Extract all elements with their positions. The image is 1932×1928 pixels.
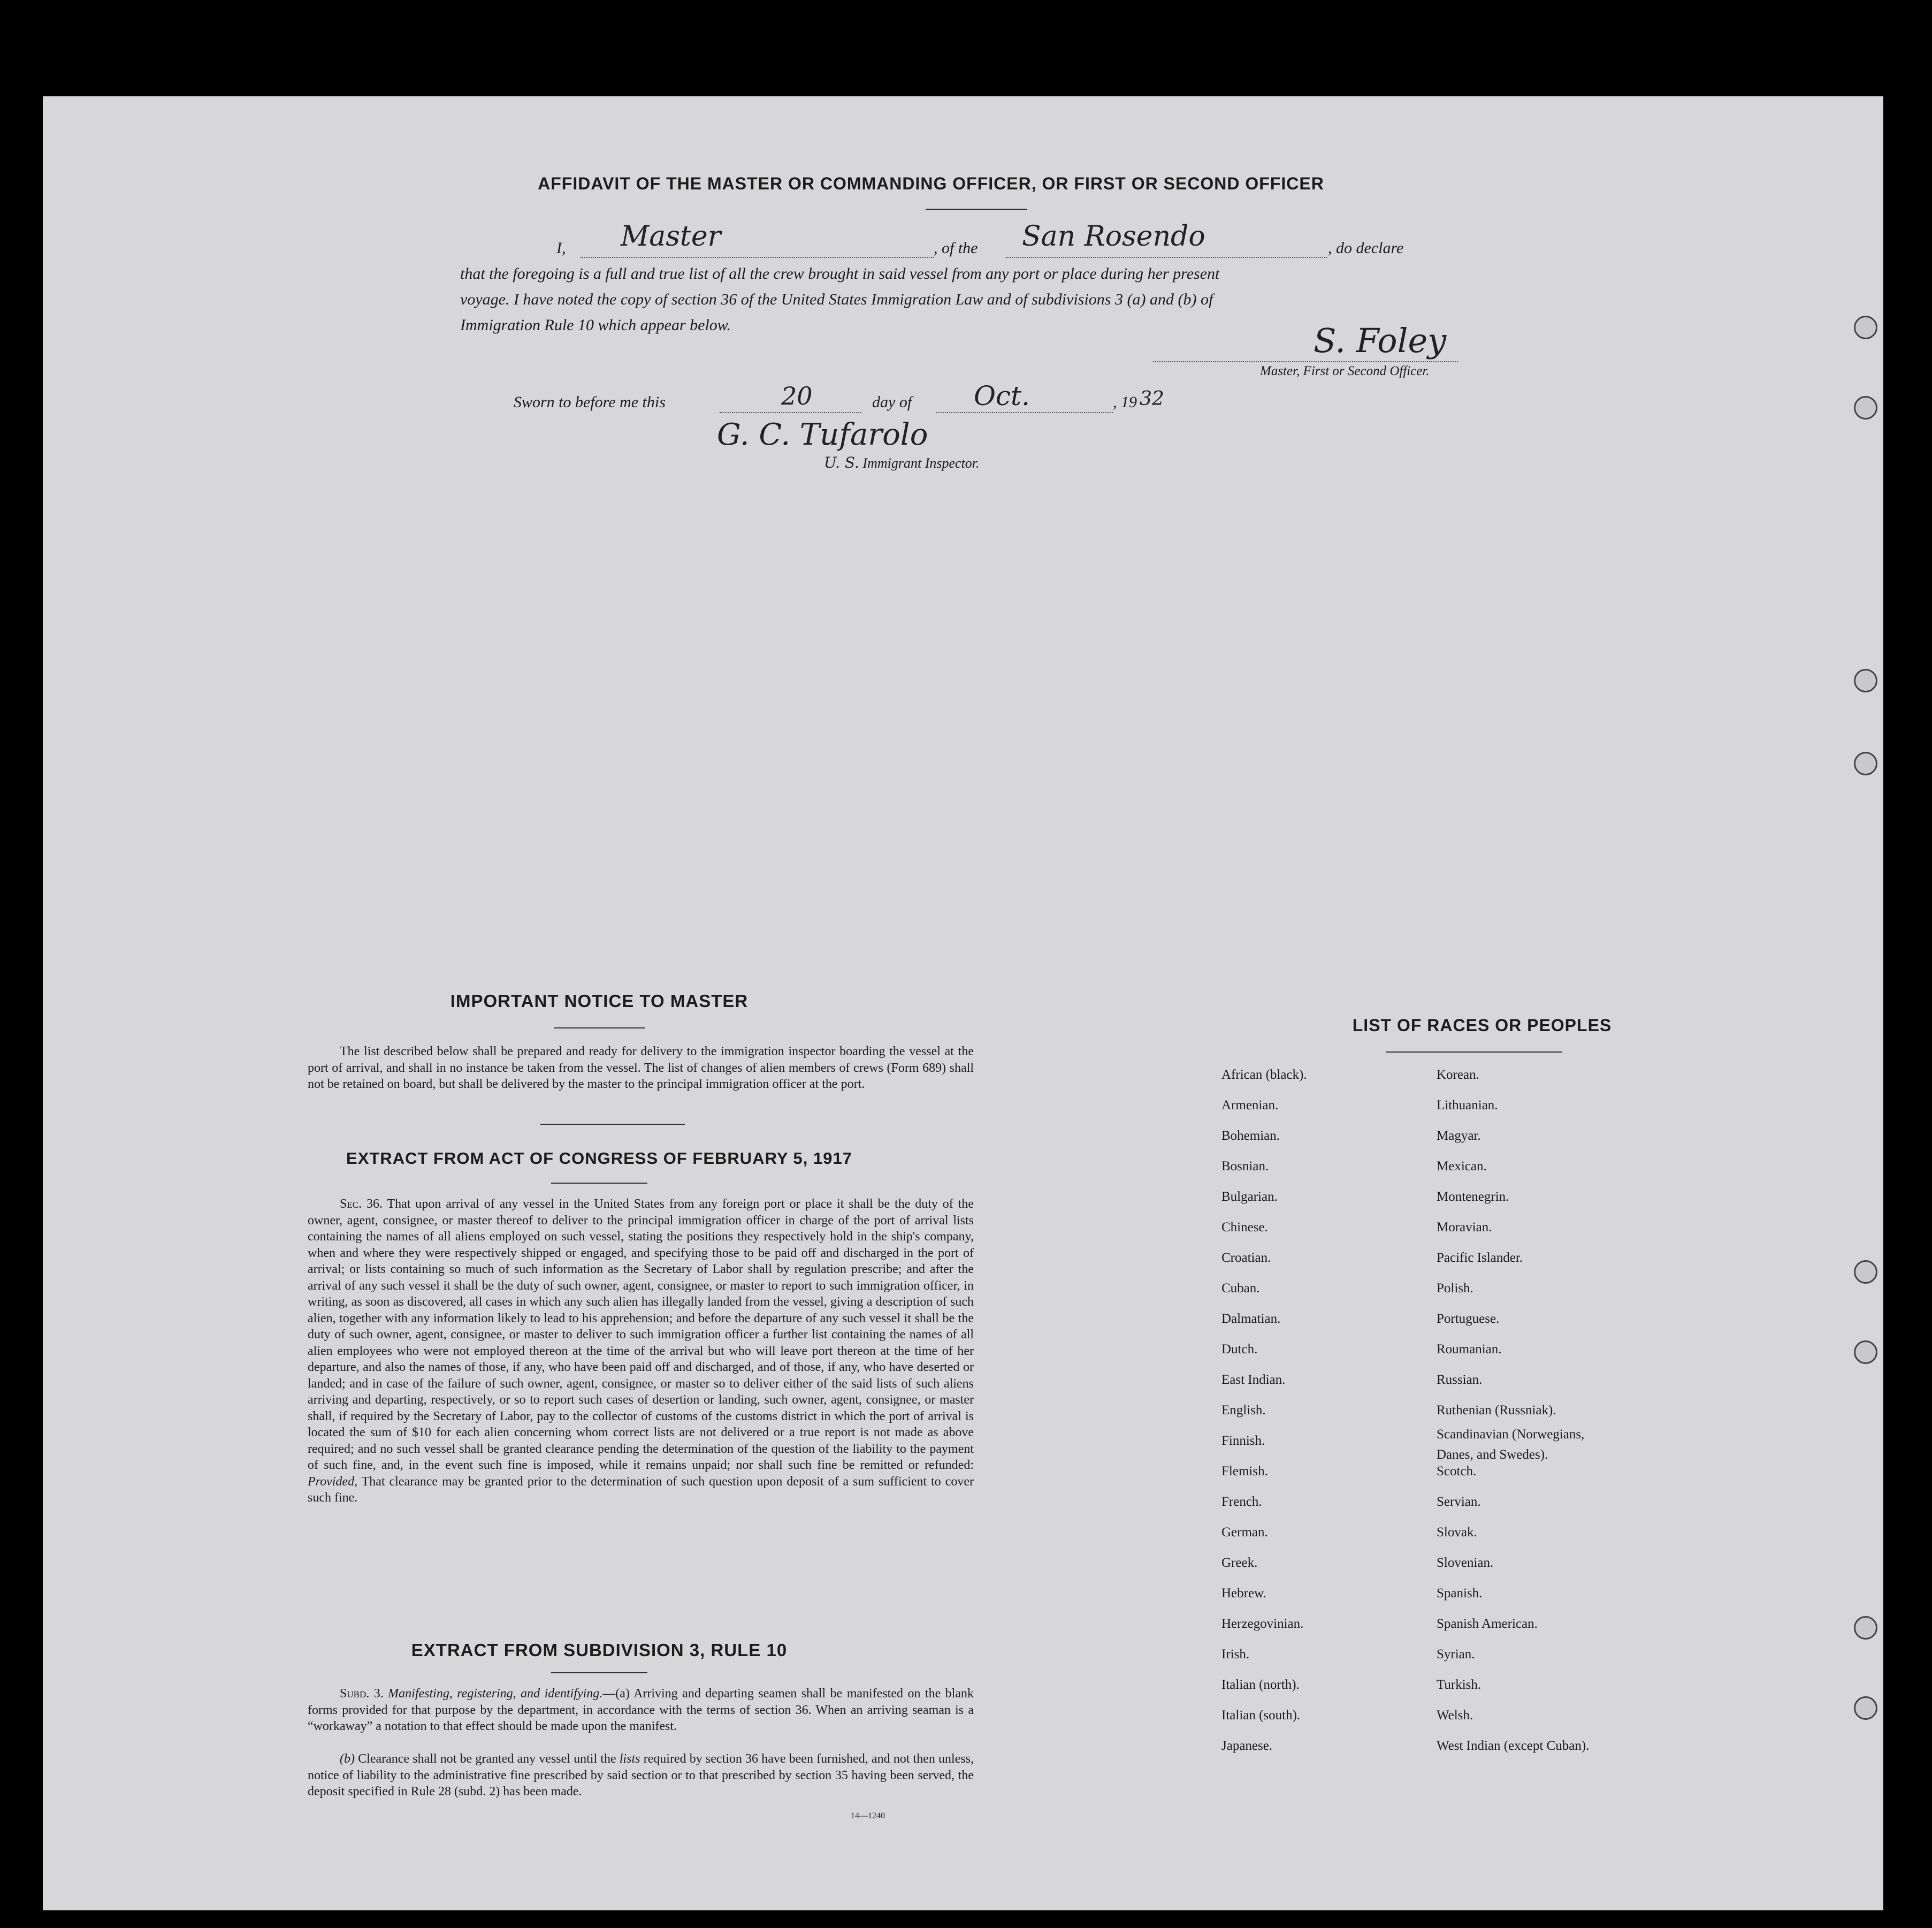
- binder-hole: [1854, 396, 1877, 420]
- year-prefix: , 19: [1113, 393, 1137, 411]
- sec-36-text: That upon arrival of any vessel in the United States from any foreign port or place it shall be the duty of the owner, agent, consignee, or master thereof to deliver to the principal immigration officer in charge of the port of arrival lists containing the names of all aliens employed on such vessel, stating the positions they respectively hold in the ship's company, when and where they were respectively shipped or engaged, and specifying those to be paid off and discharged in the port of arrival; or lists containing so much of such information as the Secretary of Labor shall by regulation prescribe; and after the arrival of any such vessel it shall be the duty of such owner, agent, consignee, or master to report to such immigration officer, in writing, as soon as discovered, all cases in which any such alien has illegally landed from the vessel, giving a description of such alien, together with any information likely to lead to his apprehension; and before the departure of any such vessel it shall be the duty of such owner, agent, consignee, or master to deliver to such immigration officer a further list containing the names of all alien employees who were not employed thereon at the time of the arrival but who will leave port thereon at the time of her departure, and also the names of those, if any, who have been paid off and discharged, and of those, if any, who have deserted or landed; and in case of the failure of such owner, agent, consignee, or master so to deliver either of the said lists of such aliens arriving and departing, respectively, or so to report such cases of desertion or landing, such owner, agent, consignee, or master shall, if required by the Secretary of Labor, pay to the collector of customs of the customs district in which the port of arrival is located the sum of $10 for each alien concerning whom correct lists are not delivered or a true report is not made as above required; and no such vessel shall be granted clearance pending the determination of the question of the liability to the payment of such fine, and, in the event such fine is imposed, while it remains unpaid; nor shall such fine be remitted or refunded:: [308, 1197, 974, 1472]
- race-item: Lithuanian.: [1437, 1098, 1498, 1112]
- race-item: Syrian.: [1437, 1647, 1475, 1662]
- race-item: Finnish.: [1221, 1434, 1265, 1448]
- race-item: West Indian (except Cuban).: [1437, 1739, 1590, 1753]
- para-b-text-2: required by section 36 have been furnished, and not then unless, notice of liability to the administrative fine prescribed by said section or to that prescribed by section 35 having been served, the deposit specified in Rule 28 (subd. 2) has been made.: [308, 1752, 974, 1799]
- year-suffix: 32: [1140, 388, 1164, 410]
- master-signature: S. Foley: [1314, 321, 1447, 360]
- binder-hole: [1854, 316, 1877, 339]
- extract-rule-heading-rule: [551, 1672, 647, 1673]
- race-item: Turkish.: [1437, 1678, 1482, 1692]
- race-item: Armenian.: [1221, 1098, 1279, 1112]
- sworn-label: Sworn to before me this: [514, 393, 666, 411]
- race-item: Portuguese.: [1437, 1312, 1500, 1326]
- race-item: Slovenian.: [1437, 1556, 1494, 1570]
- race-item: Greek.: [1221, 1556, 1258, 1570]
- race-item: Herzegovinian.: [1221, 1617, 1304, 1631]
- subd-para-a: —(a) Arriving and departing seamen shall be manifested on the blank forms provided for that purpose by the department, in accordance with the terms of section 36. When an arriving seaman is a “workaway” a notation to that effect should be made upon the manifest.: [308, 1687, 974, 1733]
- race-item: East Indian.: [1221, 1373, 1286, 1387]
- race-item: Italian (north).: [1221, 1678, 1300, 1692]
- para-b-text-1: Clearance shall not be granted any vessel until the: [358, 1752, 616, 1766]
- race-item: German.: [1221, 1525, 1268, 1540]
- extract-act-heading: EXTRACT FROM ACT OF CONGRESS OF FEBRUARY 5, 1917: [346, 1149, 852, 1168]
- extract-act-heading-rule: [551, 1183, 647, 1184]
- extract-act-text: [308, 1196, 974, 1506]
- race-item: Montenegrin.: [1437, 1190, 1509, 1204]
- race-item: Flemish.: [1221, 1464, 1268, 1479]
- binder-hole: [1854, 1340, 1877, 1364]
- race-item: Korean.: [1437, 1068, 1479, 1082]
- master-signature-line: [1153, 361, 1458, 362]
- race-item: Scandinavian (Norwegians,: [1437, 1427, 1585, 1442]
- declaration-line-1: that the foregoing is a full and true list of all the crew brought in said vessel from any port or place during her present: [460, 265, 1220, 283]
- sworn-month-field: [936, 412, 1113, 413]
- race-item: Mexican.: [1437, 1159, 1487, 1173]
- race-item: Cuban.: [1221, 1281, 1260, 1296]
- race-item: Dutch.: [1221, 1342, 1258, 1357]
- race-item: English.: [1221, 1403, 1266, 1418]
- binder-hole: [1854, 752, 1877, 775]
- subd-title: Manifesting, registering, and identifying.: [388, 1687, 603, 1701]
- race-item: Danes, and Swedes).: [1437, 1447, 1548, 1462]
- officer-name-field: [581, 257, 934, 258]
- race-item: Spanish.: [1437, 1586, 1483, 1601]
- race-item: Russian.: [1437, 1373, 1483, 1387]
- race-item: Ruthenian (Russniak).: [1437, 1403, 1556, 1418]
- officer-name: Master: [621, 220, 721, 253]
- of-the-label: , of the: [934, 239, 978, 257]
- binder-hole: [1854, 1260, 1877, 1284]
- race-item: Servian.: [1437, 1495, 1481, 1509]
- race-item: Scotch.: [1437, 1464, 1477, 1479]
- sworn-day: 20: [781, 382, 813, 410]
- extract-rule-para-b: [308, 1751, 974, 1800]
- race-item: Chinese.: [1221, 1220, 1268, 1234]
- i-label: I,: [556, 239, 566, 257]
- race-item: Polish.: [1437, 1281, 1473, 1296]
- form-number: 14—1240: [851, 1811, 885, 1820]
- binder-hole: [1854, 1616, 1877, 1640]
- race-item: Magyar.: [1437, 1129, 1481, 1143]
- race-item: Hebrew.: [1221, 1586, 1266, 1601]
- day-of-label: day of: [872, 393, 912, 411]
- notice-divider: [540, 1124, 685, 1125]
- inspector-title: Immigrant Inspector.: [862, 455, 980, 471]
- race-item: French.: [1221, 1495, 1262, 1509]
- sec-label: Sec. 36.: [340, 1197, 383, 1211]
- race-item: Bulgarian.: [1221, 1190, 1278, 1204]
- signer-title: Master, First or Second Officer.: [1260, 364, 1430, 378]
- inspector-line: [824, 454, 980, 471]
- race-item: Pacific Islander.: [1437, 1251, 1523, 1265]
- vessel-name-field: [1006, 257, 1327, 258]
- race-item: Croatian.: [1221, 1251, 1271, 1265]
- subd-label: Subd. 3.: [340, 1687, 384, 1701]
- race-item: Japanese.: [1221, 1739, 1273, 1753]
- affidavit-heading-rule: [926, 209, 1027, 210]
- declaration-line-3: Immigration Rule 10 which appear below.: [460, 316, 731, 334]
- race-item: Slovak.: [1437, 1525, 1477, 1540]
- para-b-lists: lists: [619, 1752, 640, 1766]
- race-item: Bosnian.: [1221, 1159, 1269, 1173]
- sec-36-text-end: That clearance may be granted prior to the determination of such question upon deposit of a sum sufficient to cover such fine.: [308, 1474, 974, 1505]
- declaration-line-2: voyage. I have noted the copy of section 36 of the United States Immigration Law and of subdivisions 3 (a) and (b) of: [460, 291, 1213, 308]
- extract-rule-heading: EXTRACT FROM SUBDIVISION 3, RULE 10: [411, 1640, 788, 1660]
- notice-heading: IMPORTANT NOTICE TO MASTER: [450, 991, 749, 1011]
- races-heading: LIST OF RACES OR PEOPLES: [1352, 1016, 1612, 1035]
- vessel-name: San Rosendo: [1022, 220, 1205, 253]
- binder-hole: [1854, 1696, 1877, 1720]
- inspector-signature: G. C. Tufarolo: [717, 417, 928, 452]
- race-item: Roumanian.: [1437, 1342, 1502, 1357]
- race-item: Dalmatian.: [1221, 1312, 1281, 1326]
- sworn-month: Oct.: [974, 380, 1030, 411]
- races-heading-rule: [1386, 1051, 1562, 1053]
- notice-heading-rule: [554, 1027, 645, 1028]
- race-item: Spanish American.: [1437, 1617, 1538, 1631]
- do-declare-label: , do declare: [1328, 239, 1404, 257]
- para-b-label: (b): [340, 1752, 355, 1766]
- race-item: Irish.: [1221, 1647, 1250, 1662]
- sworn-day-field: [720, 412, 861, 413]
- binder-hole: [1854, 669, 1877, 692]
- affidavit-heading: AFFIDAVIT OF THE MASTER OR COMMANDING OFFICER, OR FIRST OR SECOND OFFICER: [538, 174, 1324, 193]
- extract-rule-para-a: [308, 1686, 974, 1735]
- race-item: Moravian.: [1437, 1220, 1492, 1234]
- race-item: African (black).: [1221, 1068, 1307, 1082]
- document-page: [43, 96, 1883, 1910]
- provided-label: Provided,: [308, 1474, 358, 1489]
- notice-text: The list described below shall be prepared and ready for delivery to the immigration inspector boarding the vessel at the port of arrival, and shall in no instance be taken from the vessel. The list of changes of alien members of crews (Form 689) shall not be retained on board, but shall be delivered by the master to the principal immigration officer at the port.: [308, 1045, 974, 1091]
- race-item: Bohemian.: [1221, 1129, 1280, 1143]
- inspector-prefix: U. S.: [824, 454, 859, 471]
- race-item: Italian (south).: [1221, 1708, 1301, 1723]
- sworn-line: [514, 380, 1263, 420]
- race-item: Welsh.: [1437, 1708, 1473, 1723]
